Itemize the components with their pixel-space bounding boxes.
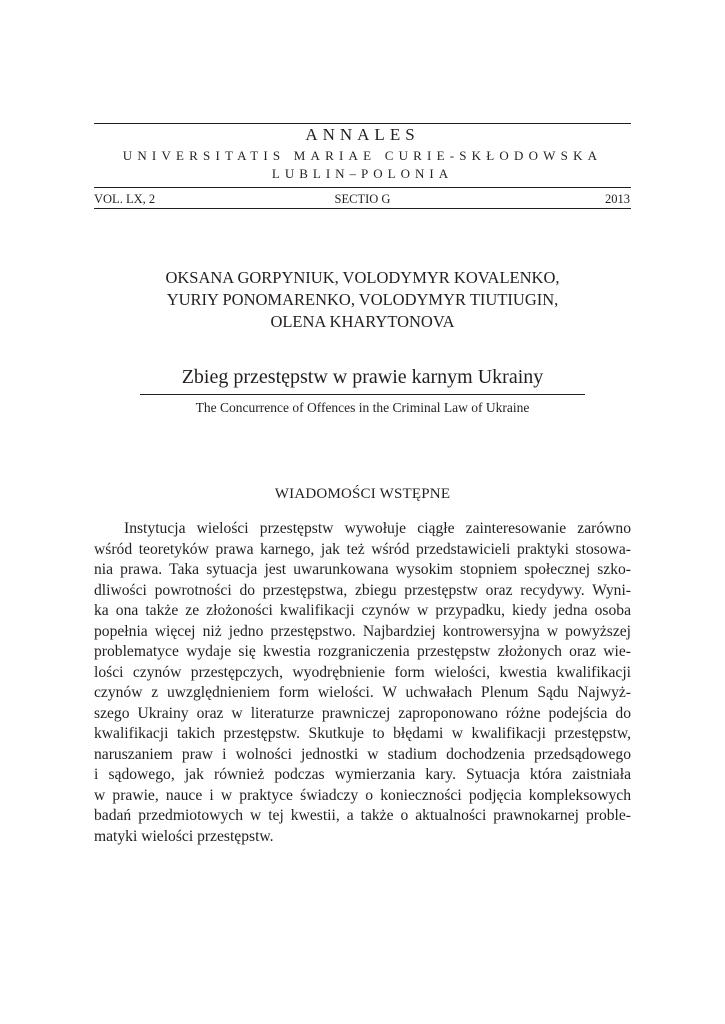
paragraph-line: kwalifikacji takich przestępstw. Skutkuje to błędami w kwalifikacji przestępstw, bbox=[94, 725, 631, 742]
author-line-1: OKSANA GORPYNIUK, VOLODYMYR KOVALENKO, bbox=[165, 268, 560, 287]
paragraph-line: naruszaniem praw i wolności jednostki w stadium dochodzenia przedsądowego bbox=[94, 745, 631, 763]
paper-subtitle: The Concurrence of Offences in the Criminal Law of Ukraine bbox=[195, 400, 530, 415]
paragraph-line: matyki wielości przestępstw. bbox=[94, 827, 274, 845]
paragraph-line: czynów z uwzględnieniem form wielości. W uchwałach Plenum Sądu Najwyż- bbox=[94, 684, 631, 701]
journal-city: LUBLIN–POLONIA bbox=[271, 166, 454, 181]
paper-title: Zbieg przestępstw w prawie karnym Ukrainy bbox=[181, 366, 544, 388]
title-underline bbox=[140, 394, 585, 395]
body-paragraph bbox=[94, 519, 631, 847]
paragraph-line: w prawie, nauce i w praktyce świadczy o konieczności podjęcia kompleksowych bbox=[94, 786, 631, 804]
header-top-rule bbox=[94, 123, 631, 124]
author-list bbox=[94, 267, 631, 333]
paragraph-line: nia prawa. Taka sytuacja jest uwarunkowana wysokim stopniem społecznej szko- bbox=[94, 561, 631, 578]
paragraph-line: badań przedmiotowych w tej kwestii, a także o aktualności prawnokarnej proble- bbox=[94, 807, 631, 824]
journal-year: 2013 bbox=[605, 192, 630, 206]
journal-volume: VOL. LX, 2 bbox=[94, 192, 156, 206]
paragraph-line: szego Ukrainy oraz w literaturze prawniczej zaproponowano różne podejścia do bbox=[94, 704, 631, 722]
header-middle-rule bbox=[94, 187, 631, 188]
paragraph-line: ka ona także ze złożoności kwalifikacji czynów w przypadku, kiedy jedna osoba bbox=[94, 602, 631, 619]
paragraph-line: problematyce wydaje się kwestia rozgraniczenia przestępstw złożonych oraz wie- bbox=[94, 643, 631, 660]
journal-title: ANNALES bbox=[305, 125, 420, 144]
paragraph-line: lości czynów przestępczych, wyodrębnienie form wielości, kwestia kwalifikacji bbox=[94, 663, 631, 681]
journal-university: UNIVERSITATIS MARIAE CURIE-SKŁODOWSKA bbox=[122, 148, 603, 163]
paragraph-line: wśród teoretyków prawa karnego, jak też wśród przedstawicieli praktyki stosowa- bbox=[94, 540, 631, 558]
paragraph-line: popełnia więcej niż jedno przestępstwo. Najbardziej kontrowersyjna w powyższej bbox=[94, 622, 631, 640]
author-line-3: OLENA KHARYTONOVA bbox=[270, 312, 455, 331]
section-heading: WIADOMOŚCI WSTĘPNE bbox=[274, 486, 451, 502]
header-bottom-rule bbox=[94, 208, 631, 209]
author-line-2: YURIY PONOMARENKO, VOLODYMYR TIUTIUGIN, bbox=[166, 290, 559, 309]
journal-section: SECTIO G bbox=[334, 192, 391, 206]
paragraph-line: Instytucja wielości przestępstw wywołuje ciągłe zainteresowanie zarówno bbox=[124, 520, 631, 537]
paragraph-line: i sądowego, jak również podczas wymierzania kary. Sytuacja która zaistniała bbox=[94, 766, 631, 783]
paragraph-line: dliwości powrotności do przestępstwa, zbiegu przestępstw oraz recydywy. Wyni- bbox=[94, 581, 631, 599]
